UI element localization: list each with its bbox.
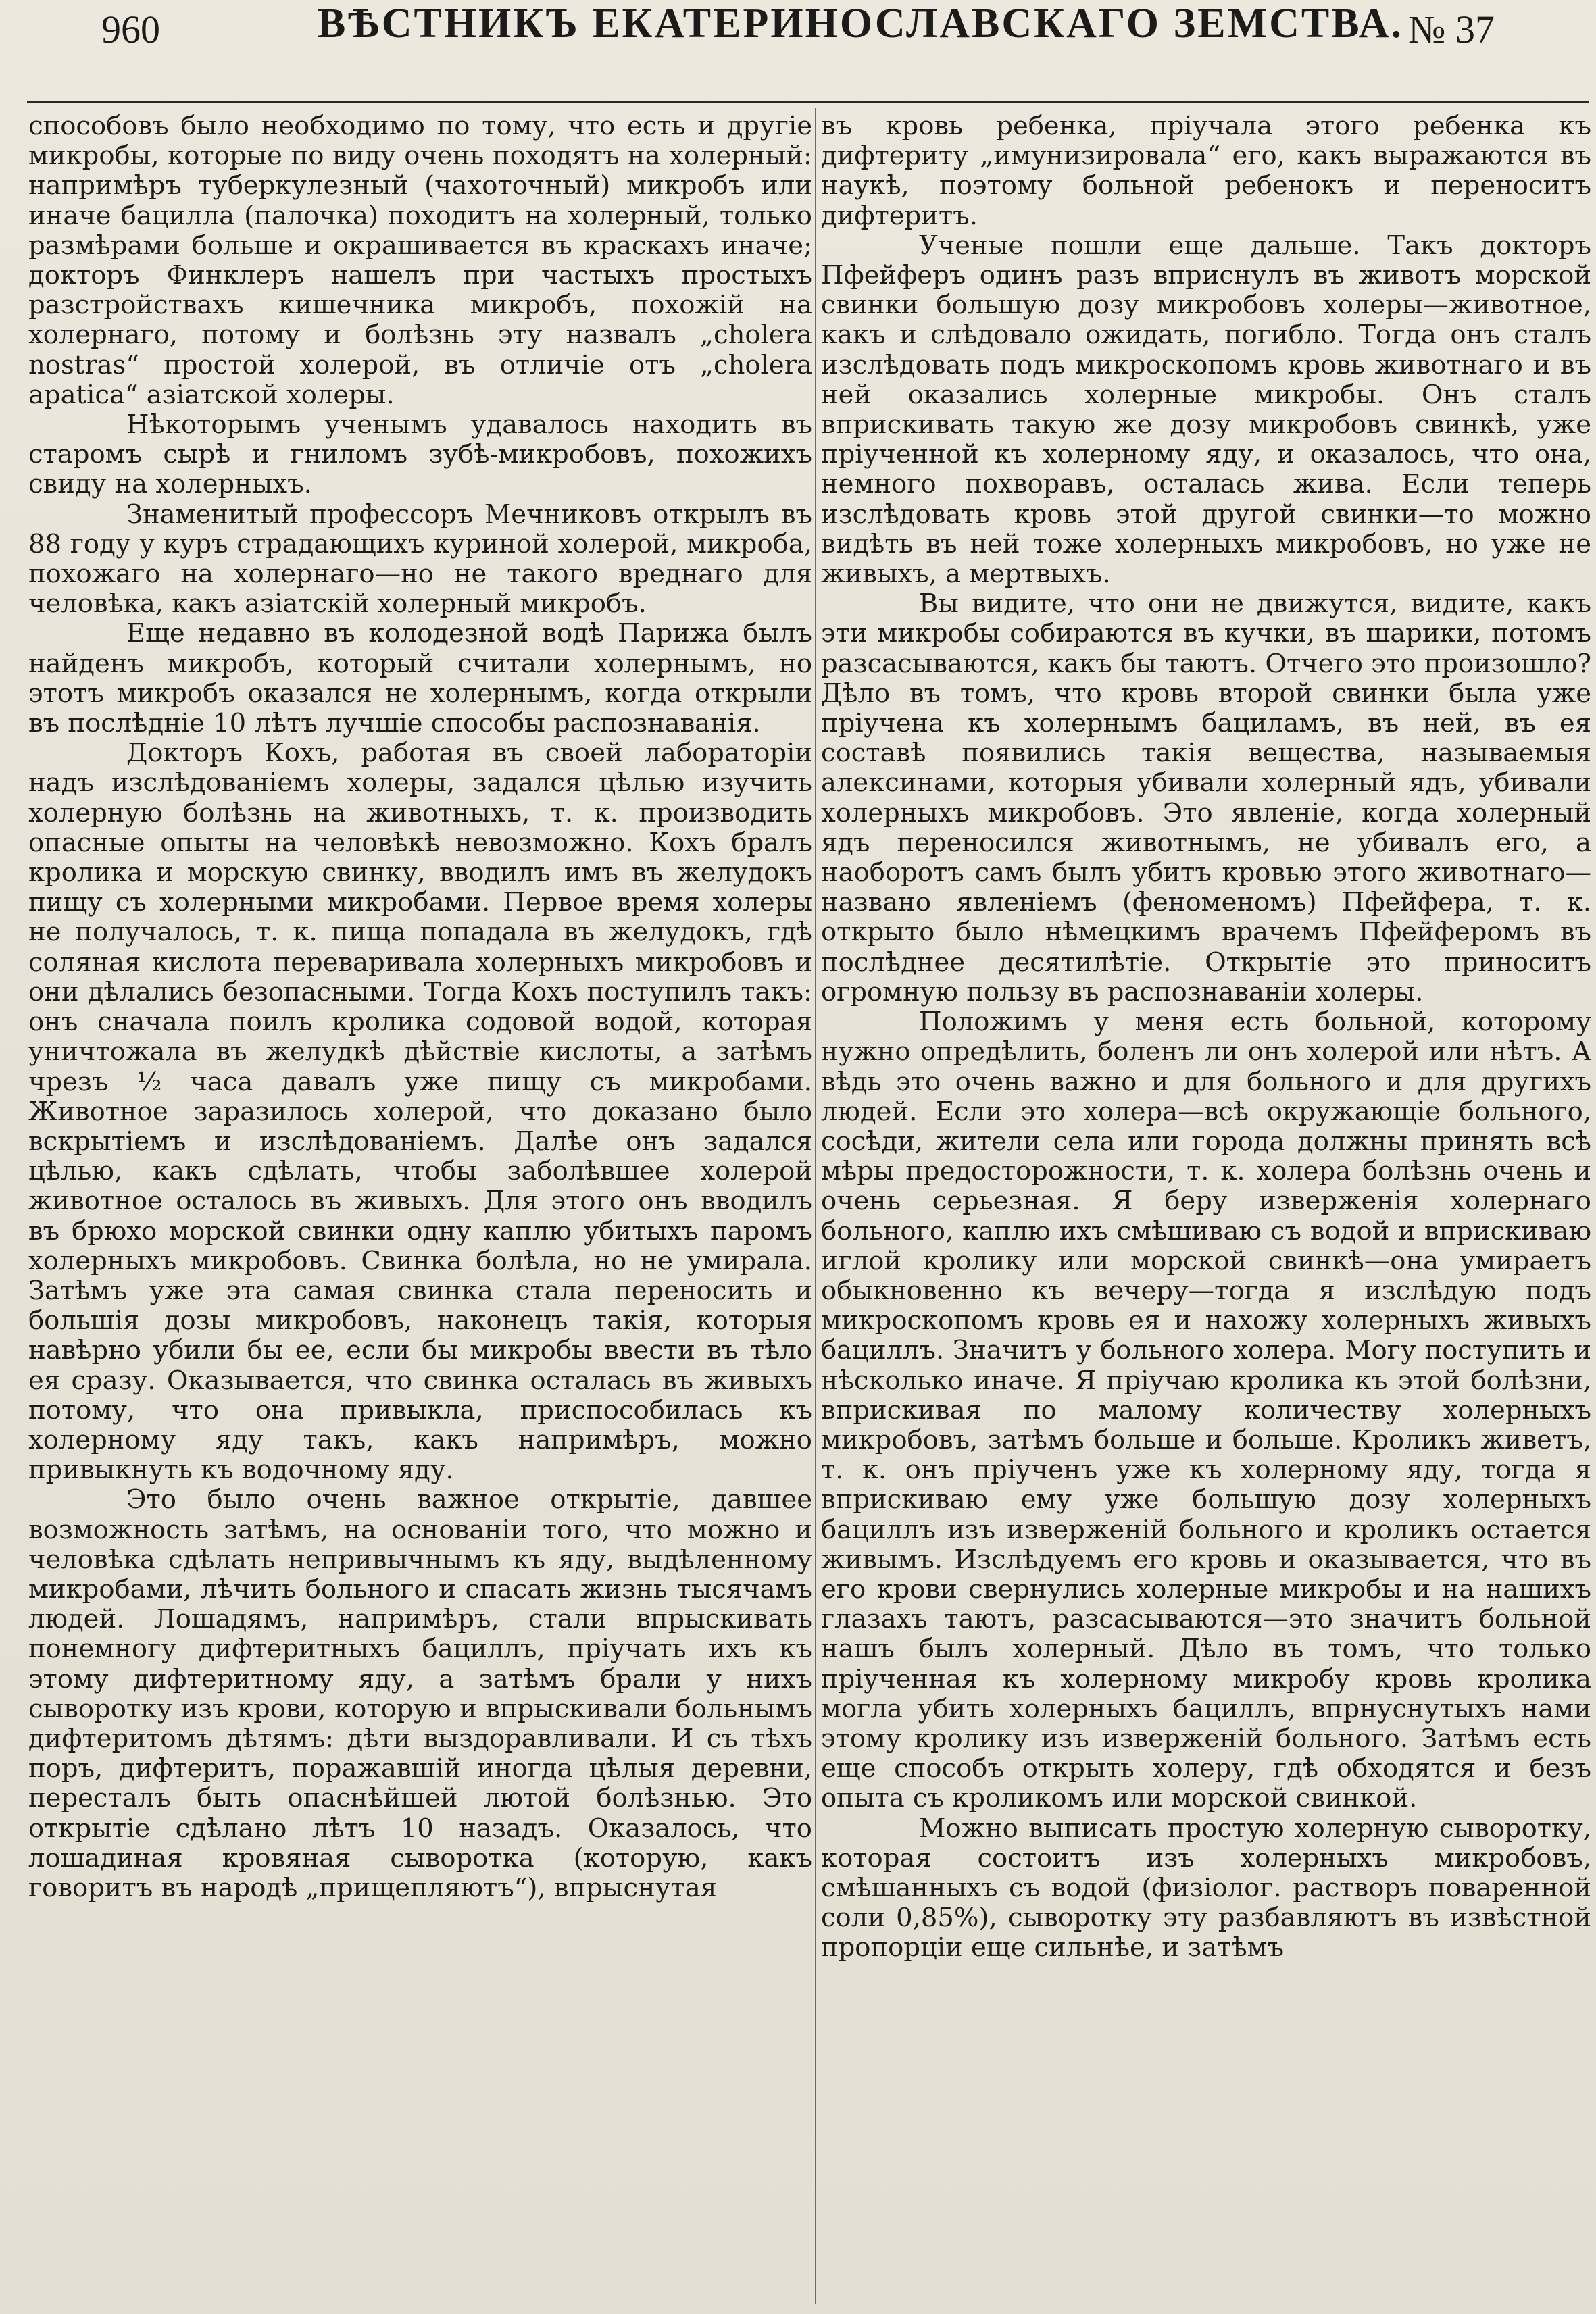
- issue-number: № 37: [1408, 7, 1495, 51]
- header-rule: [27, 101, 1589, 103]
- paragraph: Можно выписать простую холерную сыворотку, которая состоитъ изъ холерныхъ микробовъ, смѣшанныхъ съ водой (физіолог. растворъ поваренной соли 0,85%), сыворотку эту разбавляютъ въ извѣстной пропорціи еще сильнѣе, и затѣмъ: [821, 1813, 1591, 1963]
- page-header: [0, 0, 1596, 101]
- paragraph: Еще недавно въ колодезной водѣ Парижа былъ найденъ микробъ, который считали холернымъ, но этотъ микробъ оказался не холернымъ, когда открыли въ послѣдніе 10 лѣтъ лучшіе способы распознаванія.: [28, 618, 812, 739]
- paragraph: Нѣкоторымъ ученымъ удавалось находить въ старомъ сырѣ и гниломъ зубѣ-микробовъ, похожихъ свиду на холерныхъ.: [28, 409, 812, 500]
- left-column: [28, 111, 812, 2300]
- paragraph: Это было очень важное открытіе, давшее возможность затѣмъ, на основаніи того, что можно и человѣка сдѣлать непривычнымъ къ яду, выдѣленному микробами, лѣчить больного и спасать жизнь тысячамъ людей. Лошадямъ, напримѣръ, стали впрыскивать понемногу дифтеритныхъ бациллъ, пріучать ихъ къ этому дифтеритному яду, а затѣмъ брали у нихъ сыворотку изъ крови, которую и впрыскивали больнымъ дифтеритомъ дѣтямъ: дѣти выздоравливали. И съ тѣхъ поръ, дифтеритъ, поражавшій иногда цѣлыя деревни, пересталъ быть опаснѣйшей лютой болѣзнью. Это открытіе сдѣлано лѣтъ 10 назадъ. Оказалось, что лошадиная кровяная сыворотка (которую, какъ говоритъ въ народѣ „прищепляютъ“), впрыснутая: [28, 1484, 812, 1903]
- paragraph: способовъ было необходимо по тому, что есть и другіе микробы, которые по виду очень походятъ на холерный: напримѣръ туберкулезный (чахоточный) микробъ или иначе бацилла (палочка) походитъ на холерный, только размѣрами больше и окрашивается въ краскахъ иначе; докторъ Финклеръ нашелъ при частыхъ простыхъ разстройствахъ кишечника микробъ, похожій на холернаго, потому и болѣзнь эту назвалъ „cholera nostras“ простой холерой, въ отличіе отъ „cholera apatica“ азіатской холеры.: [28, 111, 812, 410]
- paragraph: въ кровь ребенка, пріучала этого ребенка къ дифтериту „имунизировала“ его, какъ выражаются въ наукѣ, поэтому больной ребенокъ и переноситъ дифтеритъ.: [821, 111, 1591, 231]
- column-divider: [815, 108, 816, 2304]
- paragraph: Ученые пошли еще дальше. Такъ докторъ Пфейферъ одинъ разъ вприснулъ въ животъ морской свинки большую дозу микробовъ холеры—животное, какъ и слѣдовало ожидать, погибло. Тогда онъ сталъ изслѣдовать подъ микроскопомъ кровь животнаго и въ ней оказались холерные микробы. Онъ сталъ вприскивать такую же дозу микробовъ свинкѣ, уже пріученной къ холерному яду, и оказалось, что она, немного похворавъ, осталась жива. Если теперь изслѣдовать кровь этой другой свинки—то можно видѣть въ ней тоже холерныхъ микробовъ, но уже не живыхъ, а мертвыхъ.: [821, 230, 1591, 590]
- journal-title: ВѢСТНИКЪ ЕКАТЕРИНОСЛАВСКАГО ЗЕМСТВА.: [318, 1, 1403, 47]
- paragraph: Докторъ Кохъ, работая въ своей лабораторіи надъ изслѣдованіемъ холеры, задался цѣлью изучить холерную болѣзнь на животныхъ, т. к. производить опасные опыты на человѣкѣ невозможно. Кохъ бралъ кролика и морскую свинку, вводилъ имъ въ желудокъ пищу съ холерными микробами. Первое время холеры не получалось, т. к. пища попадала въ желудокъ, гдѣ соляная кислота переваривала холерныхъ микробовъ и они дѣлались безопасными. Тогда Кохъ поступилъ такъ: онъ сначала поилъ кролика содовой водой, которая уничтожала въ желудкѣ дѣйствіе кислоты, а затѣмъ чрезъ ½ часа давалъ уже пищу съ микробами. Животное заразилось холерой, что доказано было вскрытіемъ и изслѣдованіемъ. Далѣе онъ задался цѣлью, какъ сдѣлать, чтобы заболѣвшее холерой животное осталось въ живыхъ. Для этого онъ вводилъ въ брюхо морской свинки одну каплю убитыхъ паромъ холерныхъ микробовъ. Свинка болѣла, но не умирала. Затѣмъ уже эта самая свинка стала переносить и большія дозы микробовъ, наконецъ такія, которыя навѣрно убили бы ее, если бы микробы ввести въ тѣло ея сразу. Оказывается, что свинка осталась въ живыхъ потому, что она привыкла, приспособилась къ холерному яду такъ, какъ напримѣръ, можно привыкнуть къ водочному яду.: [28, 738, 812, 1486]
- paragraph: Положимъ у меня есть больной, которому нужно опредѣлить, боленъ ли онъ холерой или нѣтъ. А вѣдь это очень важно и для больного и для другихъ людей. Если это холера—всѣ окружающіе больного, сосѣди, жители села или города должны принять всѣ мѣры предосторожности, т. к. холера болѣзнь очень и очень серьезная. Я беру изверженія холернаго больного, каплю ихъ смѣшиваю съ водой и вприскиваю иглой кролику или морской свинкѣ—она умираетъ обыкновенно къ вечеру—тогда я изслѣдую подъ микроскопомъ кровь ея и нахожу холерныхъ живыхъ бациллъ. Значитъ у больного холера. Могу поступить и нѣсколько иначе. Я пріучаю кролика къ этой болѣзни, вприскивая по малому количеству холерныхъ микробовъ, затѣмъ больше и больше. Кроликъ живетъ, т. к. онъ пріученъ уже къ холерному яду, тогда я вприскиваю ему уже большую дозу холерныхъ бациллъ изъ изверженій больного и кроликъ остается живымъ. Изслѣдуемъ его кровь и оказывается, что въ его крови свернулись холерные микробы и на нашихъ глазахъ таютъ, разсасываются—это значитъ больной нашъ былъ холерный. Дѣло въ томъ, что только пріученная къ холерному микробу кровь кролика могла убить холерныхъ бациллъ, впрнуснутыхъ нами этому кролику изъ изверженій больного. Затѣмъ есть еще способъ открыть холеру, гдѣ обходятся и безъ опыта съ кроликомъ или морской свинкой.: [821, 1007, 1591, 1814]
- right-column: [821, 111, 1591, 2300]
- page-number: 960: [101, 7, 160, 51]
- paragraph: Знаменитый профессоръ Мечниковъ открылъ въ 88 году у куръ страдающихъ куриной холерой, микроба, похожаго на холернаго—но не такого вреднаго для человѣка, какъ азіатскій холерный микробъ.: [28, 499, 812, 620]
- paragraph: Вы видите, что они не движутся, видите, какъ эти микробы собираются въ кучки, въ шарики, потомъ разсасываются, какъ бы таютъ. Отчего это произошло? Дѣло въ томъ, что кровь второй свинки была уже пріучена къ холернымъ бациламъ, въ ней, въ ея составѣ появились такія вещества, называемыя алексинами, которыя убивали холерный ядъ, убивали холерныхъ микробовъ. Это явленіе, когда холерный ядъ переносился животнымъ, не убивалъ его, а наоборотъ самъ былъ убитъ кровью этого животнаго—названо явленіемъ (феноменомъ) Пфейфера, т. к. открыто было нѣмецкимъ врачемъ Пфейферомъ въ послѣднее десятилѣтіе. Открытіе это приноситъ огромную пользу въ распознаваніи холеры.: [821, 588, 1591, 1007]
